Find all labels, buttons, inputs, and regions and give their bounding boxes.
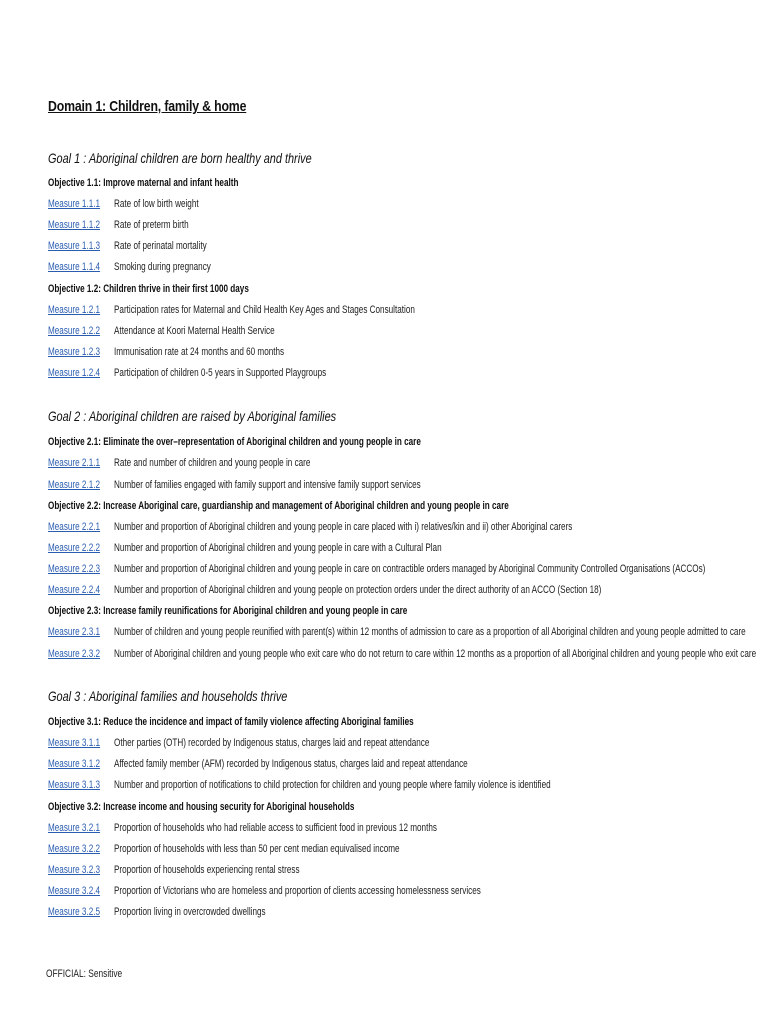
measure-link[interactable]: Measure 2.3.2 xyxy=(48,648,101,660)
measure-link[interactable]: Measure 2.1.1 xyxy=(48,457,101,469)
measure-link[interactable]: Measure 3.2.5 xyxy=(48,906,101,918)
measure-description: Number and proportion of Aboriginal children and young people in care placed with i) relatives/kin and ii) other Aboriginal carers xyxy=(114,521,573,533)
measure-link[interactable]: Measure 1.2.4 xyxy=(48,367,101,379)
measure-description: Rate and number of children and young people in care xyxy=(114,457,311,469)
goal-1-title: Goal 1 : Aboriginal children are born healthy and thrive xyxy=(48,150,312,166)
objective-2-1-title: Objective 2.1: Eliminate the over–representation of Aboriginal children and young people in care xyxy=(48,436,421,448)
objective-2-3-title: Objective 2.3: Increase family reunifications for Aboriginal children and young people in care xyxy=(48,605,408,617)
measure-link[interactable]: Measure 1.1.1 xyxy=(48,198,101,210)
measure-link[interactable]: Measure 3.1.3 xyxy=(48,779,101,791)
measure-description: Number and proportion of Aboriginal children and young people in care on contractible orders managed by Aboriginal Community Controlled Organisations (ACCOs) xyxy=(114,563,706,575)
measure-link[interactable]: Measure 2.2.1 xyxy=(48,521,101,533)
measure-description: Number of families engaged with family support and intensive family support services xyxy=(114,479,421,491)
measure-description: Other parties (OTH) recorded by Indigenous status, charges laid and repeat attendance xyxy=(114,737,430,749)
measure-description: Number of Aboriginal children and young people who exit care who do not return to care within 12 months as a proportion of all Aboriginal children and young people who exit care xyxy=(114,648,757,660)
measure-description: Rate of low birth weight xyxy=(114,198,199,210)
objective-3-2-title: Objective 3.2: Increase income and housing security for Aboriginal households xyxy=(48,801,355,813)
classification-footer: OFFICIAL: Sensitive xyxy=(46,968,123,980)
measure-description: Attendance at Koori Maternal Health Service xyxy=(114,325,275,337)
measure-link[interactable]: Measure 1.2.3 xyxy=(48,346,101,358)
domain-title: Domain 1: Children, family & home xyxy=(48,98,247,115)
goal-3-title: Goal 3 : Aboriginal families and households thrive xyxy=(48,688,288,704)
measure-description: Immunisation rate at 24 months and 60 months xyxy=(114,346,285,358)
measure-link[interactable]: Measure 2.2.4 xyxy=(48,584,101,596)
measure-description: Proportion of Victorians who are homeless and proportion of clients accessing homelessness services xyxy=(114,885,481,897)
measure-link[interactable]: Measure 3.2.3 xyxy=(48,864,101,876)
objective-1-1-title: Objective 1.1: Improve maternal and infant health xyxy=(48,177,239,189)
measure-link[interactable]: Measure 3.2.2 xyxy=(48,843,101,855)
objective-1-2-title: Objective 1.2: Children thrive in their first 1000 days xyxy=(48,283,249,295)
measure-link[interactable]: Measure 2.3.1 xyxy=(48,626,101,638)
measure-description: Participation rates for Maternal and Child Health Key Ages and Stages Consultation xyxy=(114,304,415,316)
measure-description: Participation of children 0-5 years in Supported Playgroups xyxy=(114,367,327,379)
goal-2-title: Goal 2 : Aboriginal children are raised by Aboriginal families xyxy=(48,408,337,424)
measure-link[interactable]: Measure 3.2.4 xyxy=(48,885,101,897)
measure-link[interactable]: Measure 1.1.4 xyxy=(48,261,101,273)
objective-3-1-title: Objective 3.1: Reduce the incidence and impact of family violence affecting Aboriginal families xyxy=(48,716,414,728)
measure-description: Number and proportion of notifications to child protection for children and young people where family violence is identified xyxy=(114,779,551,791)
measure-link[interactable]: Measure 2.1.2 xyxy=(48,479,101,491)
measure-link[interactable]: Measure 2.2.2 xyxy=(48,542,101,554)
measure-link[interactable]: Measure 3.1.2 xyxy=(48,758,101,770)
measure-description: Proportion of households experiencing rental stress xyxy=(114,864,300,876)
measure-description: Number and proportion of Aboriginal children and young people in care with a Cultural Plan xyxy=(114,542,442,554)
measure-link[interactable]: Measure 1.2.2 xyxy=(48,325,101,337)
measure-link[interactable]: Measure 3.1.1 xyxy=(48,737,101,749)
measure-description: Smoking during pregnancy xyxy=(114,261,211,273)
objective-2-2-title: Objective 2.2: Increase Aboriginal care, guardianship and management of Aboriginal children and young people in care xyxy=(48,500,509,512)
measure-link[interactable]: Measure 2.2.3 xyxy=(48,563,101,575)
measure-link[interactable]: Measure 1.1.2 xyxy=(48,219,101,231)
measure-link[interactable]: Measure 1.2.1 xyxy=(48,304,101,316)
measure-description: Proportion living in overcrowded dwellings xyxy=(114,906,266,918)
measure-description: Proportion of households who had reliable access to sufficient food in previous 12 months xyxy=(114,822,437,834)
measure-link[interactable]: Measure 3.2.1 xyxy=(48,822,101,834)
measure-description: Rate of perinatal mortality xyxy=(114,240,207,252)
measure-description: Number and proportion of Aboriginal children and young people on protection orders under the direct authority of an ACCO (Section 18) xyxy=(114,584,602,596)
measure-description: Proportion of households with less than 50 per cent median equivalised income xyxy=(114,843,400,855)
measure-link[interactable]: Measure 1.1.3 xyxy=(48,240,101,252)
measure-description: Number of children and young people reunified with parent(s) within 12 months of admission to care as a proportion of all Aboriginal children and young people admitted to care xyxy=(114,626,746,638)
measure-description: Affected family member (AFM) recorded by Indigenous status, charges laid and repeat attendance xyxy=(114,758,468,770)
measure-description: Rate of preterm birth xyxy=(114,219,189,231)
